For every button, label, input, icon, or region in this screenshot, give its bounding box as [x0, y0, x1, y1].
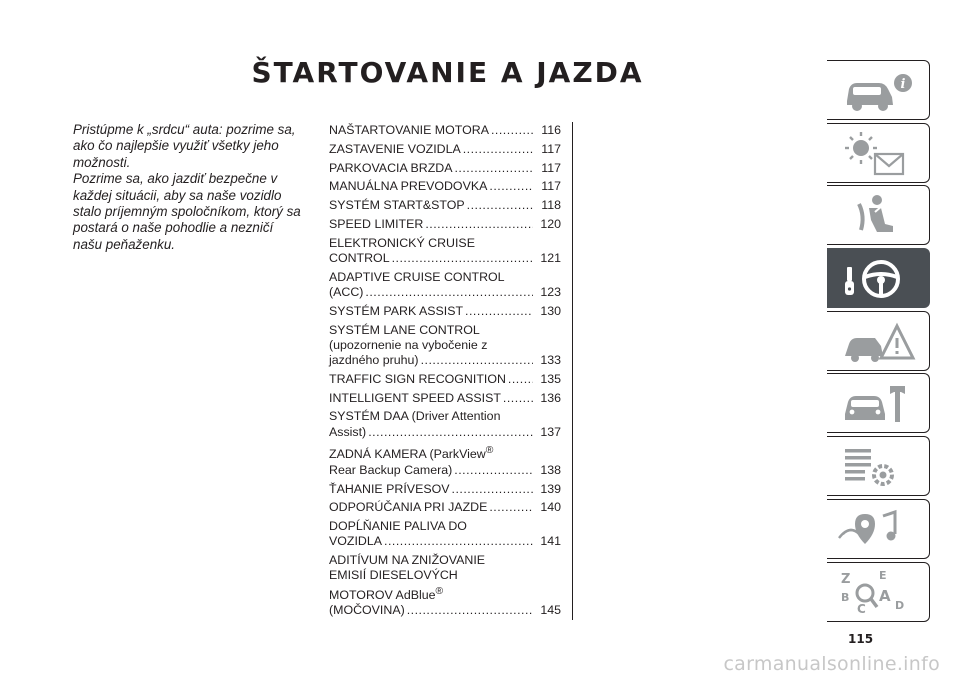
tab-car-info[interactable] — [827, 60, 930, 120]
toc-entry[interactable] — [329, 391, 561, 406]
toc-entry-title: VOZIDLA — [329, 534, 383, 549]
toc-entry-last-line — [329, 463, 561, 478]
toc-entry-last-line — [329, 372, 561, 387]
toc-entry-last-line — [329, 482, 561, 497]
svg-text:C: C — [857, 601, 866, 616]
tab-safety[interactable] — [827, 185, 930, 245]
column-divider — [572, 122, 573, 620]
toc-entry-line: ZADNÁ KAMERA (ParkView® — [329, 445, 494, 462]
toc-entry-title: jazdného pruhu) — [329, 352, 419, 367]
toc-entry[interactable] — [329, 198, 561, 213]
toc-leader-dots — [454, 161, 533, 176]
toc-entry-title: SYSTÉM START&STOP — [329, 198, 465, 213]
tab-emergency[interactable] — [827, 311, 930, 371]
svg-text:i: i — [900, 77, 906, 92]
key-steering-wheel-icon — [835, 253, 923, 305]
multimedia-icon — [835, 504, 923, 556]
toc-leader-dots — [491, 123, 533, 138]
toc-entry-last-line — [329, 391, 561, 406]
tab-technical-data[interactable] — [827, 436, 930, 496]
page-number: 115 — [848, 632, 874, 646]
chapter-tabs — [827, 60, 930, 624]
toc-entry-line: SYSTÉM LANE CONTROL — [329, 322, 480, 337]
toc-leader-dots — [467, 198, 533, 213]
toc-page-number: 139 — [540, 481, 561, 496]
toc-entry-last-line — [329, 304, 561, 319]
tab-index[interactable] — [827, 562, 930, 622]
toc-entry-line: EMISIÍ DIESELOVÝCH — [329, 568, 458, 583]
toc-leader-dots — [421, 353, 533, 368]
toc-entry-line: ELEKTRONICKÝ CRUISE — [329, 235, 475, 250]
toc-entry-line: (upozornenie na vybočenie z — [329, 337, 488, 352]
toc-page-number: 135 — [540, 371, 561, 386]
toc-entry-last-line — [329, 603, 561, 618]
toc-leader-dots — [452, 482, 534, 497]
toc-page-number: 136 — [540, 390, 561, 405]
toc-entry-line: MOTOROV AdBlue® — [329, 585, 444, 602]
toc-entry[interactable] — [329, 123, 561, 138]
toc-entry-last-line — [329, 123, 561, 138]
toc-entry-line: ADITÍVUM NA ZNIŽOVANIE — [329, 553, 486, 568]
toc-entry[interactable] — [329, 519, 561, 549]
toc-entry-last-line — [329, 179, 561, 194]
warning-triangle-icon — [835, 316, 923, 368]
toc-leader-dots — [407, 603, 533, 618]
toc-entry[interactable] — [329, 372, 561, 387]
toc-page-number: 120 — [540, 216, 561, 231]
car-wrench-icon — [835, 378, 923, 430]
svg-text:A: A — [879, 586, 891, 605]
toc-page-number: 117 — [541, 141, 561, 156]
toc-entry[interactable] — [329, 409, 561, 439]
toc-entry[interactable] — [329, 217, 561, 232]
toc-leader-dots — [465, 304, 533, 319]
toc-page-number: 121 — [540, 250, 561, 265]
toc-leader-dots — [365, 285, 533, 300]
svg-text:B: B — [841, 590, 850, 604]
toc-entry-last-line — [329, 217, 561, 232]
toc-entry-title: ZASTAVENIE VOZIDLA — [329, 141, 461, 156]
toc-entry-last-line — [329, 353, 561, 368]
toc-entry-last-line — [329, 198, 561, 213]
toc-leader-dots — [489, 179, 533, 194]
toc-entry[interactable] — [329, 270, 561, 300]
toc-entry[interactable] — [329, 482, 561, 497]
toc-page-number: 117 — [541, 179, 561, 194]
toc-page-number: 138 — [540, 462, 561, 477]
toc-page-number: 145 — [540, 602, 561, 617]
intro-paragraph: Pristúpme k „srdcu“ auta: pozrime sa, ako čo najlepšie využiť všetky jeho možnosti. — [73, 122, 296, 170]
toc-leader-dots — [425, 217, 533, 232]
toc-leader-dots — [489, 500, 533, 515]
toc-entry[interactable] — [329, 443, 561, 478]
toc-entry-line: SYSTÉM DAA (Driver Attention — [329, 409, 501, 424]
toc-entry-title: PARKOVACIA BRZDA — [329, 160, 453, 175]
svg-text:Z: Z — [841, 571, 851, 587]
toc-entry-title: CONTROL — [329, 250, 390, 265]
toc-entry-title: ŤAHANIE PRÍVESOV — [329, 481, 450, 496]
toc-entry-last-line — [329, 161, 561, 176]
table-of-contents — [329, 123, 561, 622]
toc-entry-last-line — [329, 251, 561, 266]
page-title: ŠTARTOVANIE A JAZDA — [251, 56, 644, 89]
toc-entry-last-line — [329, 285, 561, 300]
toc-page-number: 116 — [541, 123, 561, 137]
toc-entry-title: NAŠTARTOVANIE MOTORA — [329, 123, 489, 137]
specs-gear-icon — [835, 441, 923, 493]
toc-page-number: 130 — [540, 303, 561, 318]
toc-page-number: 123 — [540, 284, 561, 299]
toc-entry-title: MANUÁLNA PREVODOVKA — [329, 179, 488, 194]
watermark-text: carmanualsonline.info — [723, 653, 940, 675]
toc-leader-dots — [384, 534, 533, 549]
toc-entry[interactable] — [329, 236, 561, 266]
toc-entry[interactable] — [329, 161, 561, 176]
tab-maintenance[interactable] — [827, 373, 930, 433]
toc-entry-last-line — [329, 142, 561, 157]
intro-text — [73, 122, 303, 253]
toc-entry-title: ODPORÚČANIA PRI JAZDE — [329, 500, 488, 515]
toc-entry-title: SPEED LIMITER — [329, 216, 424, 231]
toc-entry-title: (ACC) — [329, 284, 364, 299]
toc-page-number: 141 — [540, 534, 561, 549]
svg-text:E: E — [879, 568, 887, 582]
toc-page-number: 133 — [540, 352, 561, 367]
toc-page-number: 137 — [540, 424, 561, 439]
toc-leader-dots — [503, 391, 533, 406]
car-info-icon — [835, 65, 923, 117]
toc-entry-title: Assist) — [329, 424, 367, 439]
tab-starting-driving[interactable] — [827, 248, 930, 308]
toc-entry[interactable] — [329, 323, 561, 369]
toc-entry-title: SYSTÉM PARK ASSIST — [329, 303, 464, 318]
toc-page-number: 117 — [541, 160, 561, 175]
toc-leader-dots — [392, 251, 533, 266]
toc-entry[interactable] — [329, 500, 561, 515]
toc-entry-last-line — [329, 534, 561, 549]
alphabetical-index-icon — [835, 567, 923, 619]
toc-entry[interactable] — [329, 179, 561, 194]
tab-multimedia[interactable] — [827, 499, 930, 559]
toc-leader-dots — [454, 463, 533, 478]
intro-paragraph: Pozrime sa, ako jazdiť bezpečne v každej situácii, aby sa naše vozidlo stalo príjemným spoločníkom, ktorý sa postará o naše pohodlie a nezničí našu peňaženku. — [73, 171, 301, 252]
toc-page-number: 118 — [541, 198, 561, 213]
toc-entry-last-line — [329, 500, 561, 515]
toc-leader-dots — [508, 372, 533, 387]
tab-lights-mail[interactable] — [827, 123, 930, 183]
toc-entry-line: ADAPTIVE CRUISE CONTROL — [329, 269, 505, 284]
lights-mail-icon — [835, 128, 923, 180]
toc-entry[interactable] — [329, 142, 561, 157]
toc-entry-last-line — [329, 425, 561, 440]
toc-entry-title: INTELLIGENT SPEED ASSIST — [329, 390, 501, 405]
airbag-seat-icon — [835, 190, 923, 242]
toc-page-number: 140 — [540, 500, 561, 515]
toc-entry-title: Rear Backup Camera) — [329, 462, 453, 477]
toc-entry-title: (MOČOVINA) — [329, 602, 405, 617]
toc-leader-dots — [463, 142, 533, 157]
toc-entry-title: TRAFFIC SIGN RECOGNITION — [329, 371, 506, 386]
toc-entry[interactable] — [329, 304, 561, 319]
toc-entry[interactable] — [329, 553, 561, 618]
svg-text:D: D — [895, 598, 905, 612]
toc-leader-dots — [368, 425, 533, 440]
toc-entry-line: DOPĹŇANIE PALIVA DO — [329, 519, 467, 534]
